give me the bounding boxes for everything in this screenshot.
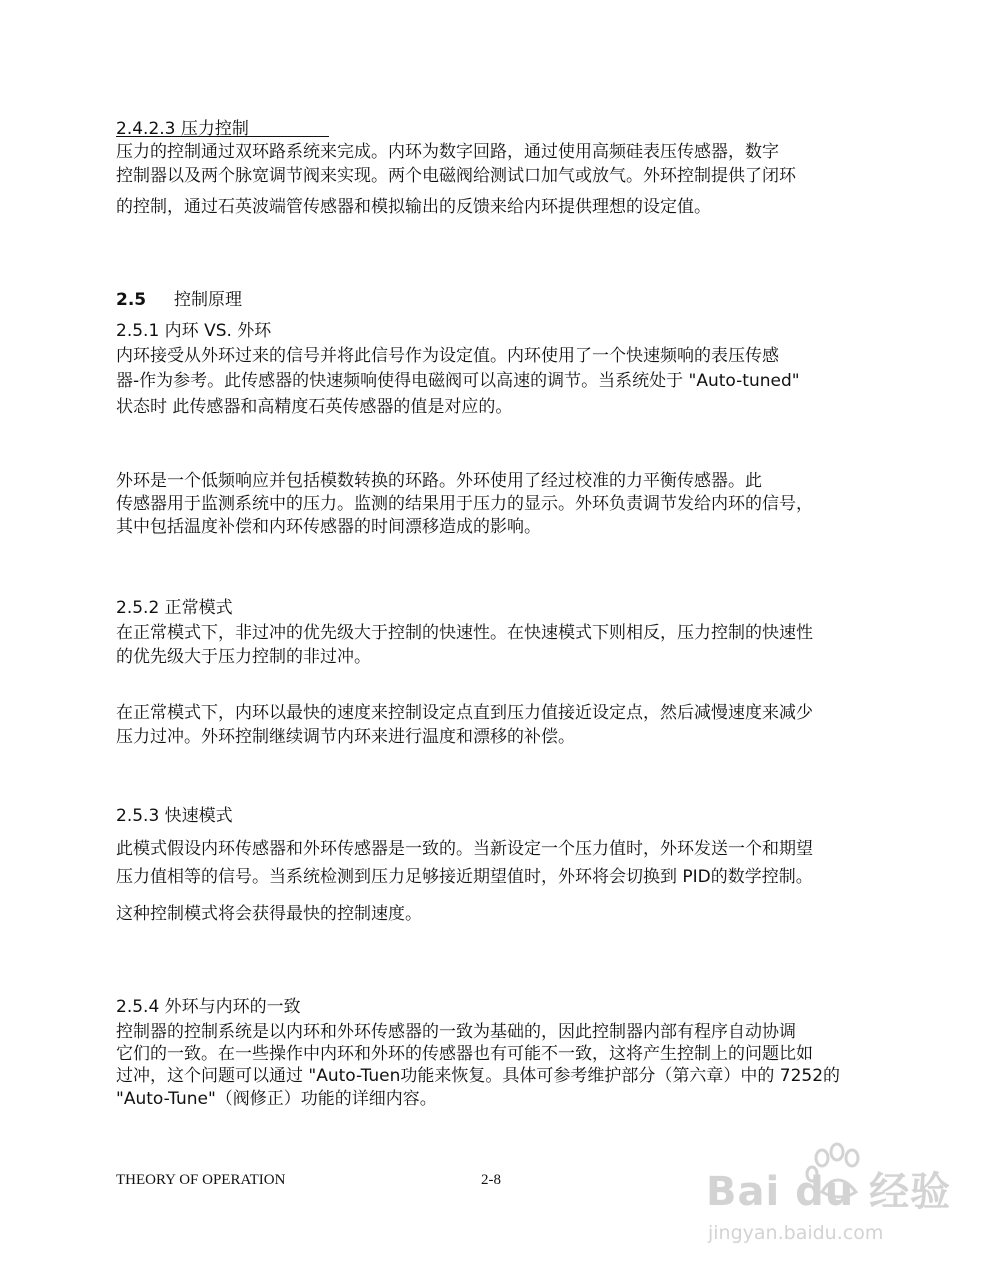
- baidu-jingyan-watermark: [700, 1130, 950, 1260]
- paragraph-line: 压力的控制通过双环路系统来完成。内环为数字回路，通过使用高频硅表压传感器，数字: [116, 142, 779, 162]
- section-heading-2-5-1: 2.5.1 内环 VS. 外环: [116, 321, 272, 341]
- paragraph-line: 在正常模式下，非过冲的优先级大于控制的快速性。在快速模式下则相反，压力控制的快速性: [116, 623, 813, 643]
- paragraph-line: 过冲，这个问题可以通过 "Auto-Tuen功能来恢复。具体可参考维护部分（第六章）中的 7252的: [116, 1066, 841, 1086]
- paragraph-line: 这种控制模式将会获得最快的控制速度。: [116, 904, 422, 924]
- paragraph-line: 它们的一致。在一些操作中内环和外环的传感器也有可能不一致，这将产生控制上的问题比如: [116, 1044, 813, 1064]
- section-heading-2-5-2: 2.5.2 正常模式: [116, 598, 233, 618]
- watermark-logo-text: Bai du 经验: [706, 1169, 952, 1215]
- section-title-2-5: 控制原理: [174, 290, 242, 310]
- paragraph-line: 其中包括温度补偿和内环传感器的时间漂移造成的影响。: [116, 517, 541, 537]
- watermark-url: jingyan.baidu.com: [708, 1222, 884, 1244]
- section-heading-2-4-2-3: 2.4.2.3 压力控制: [116, 119, 249, 139]
- paragraph-line: 传感器用于监测系统中的压力。监测的结果用于压力的显示。外环负责调节发给内环的信号，: [116, 494, 813, 514]
- footer-page-number: 2-8: [481, 1172, 501, 1188]
- paragraph-line: 的优先级大于压力控制的非过冲。: [116, 647, 371, 667]
- section-heading-2-5-3: 2.5.3 快速模式: [116, 806, 233, 826]
- heading-underline: [116, 136, 329, 137]
- paragraph-line: 此模式假设内环传感器和外环传感器是一致的。当新设定一个压力值时，外环发送一个和期望: [116, 839, 813, 859]
- paragraph-line: "Auto-Tune"（阀修正）功能的详细内容。: [116, 1089, 437, 1109]
- paragraph-line: 压力值相等的信号。当系统检测到压力足够接近期望值时，外环将会切换到 PID的数学控制。: [116, 867, 813, 887]
- paragraph-line: 内环接受从外环过来的信号并将此信号作为设定值。内环使用了一个快速频响的表压传感: [116, 346, 779, 366]
- paragraph-line: 压力过冲。外环控制继续调节内环来进行温度和漂移的补偿。: [116, 727, 575, 747]
- paragraph-line: 外环是一个低频响应并包括模数转换的环路。外环使用了经过校准的力平衡传感器。此: [116, 471, 762, 491]
- section-number-2-5: 2.5: [116, 290, 147, 310]
- paragraph-line: 在正常模式下，内环以最快的速度来控制设定点直到压力值接近设定点，然后减慢速度来减少: [116, 703, 813, 723]
- footer-title: THEORY OF OPERATION: [116, 1172, 286, 1188]
- paragraph-line: 的控制，通过石英波端管传感器和模拟输出的反馈来给内环提供理想的设定值。: [116, 197, 711, 217]
- paragraph-line: 器-作为参考。此传感器的快速频响使得电磁阀可以高速的调节。当系统处于 "Auto-tuned": [116, 371, 800, 391]
- paragraph-line: 控制器的控制系统是以内环和外环传感器的一致为基础的，因此控制器内部有程序自动协调: [116, 1022, 796, 1042]
- section-heading-2-5-4: 2.5.4 外环与内环的一致: [116, 997, 301, 1017]
- paragraph-line: 控制器以及两个脉宽调节阀来实现。两个电磁阀给测试口加气或放气。外环控制提供了闭环: [116, 166, 796, 186]
- paragraph-line: 状态时 此传感器和高精度石英传感器的值是对应的。: [116, 397, 513, 417]
